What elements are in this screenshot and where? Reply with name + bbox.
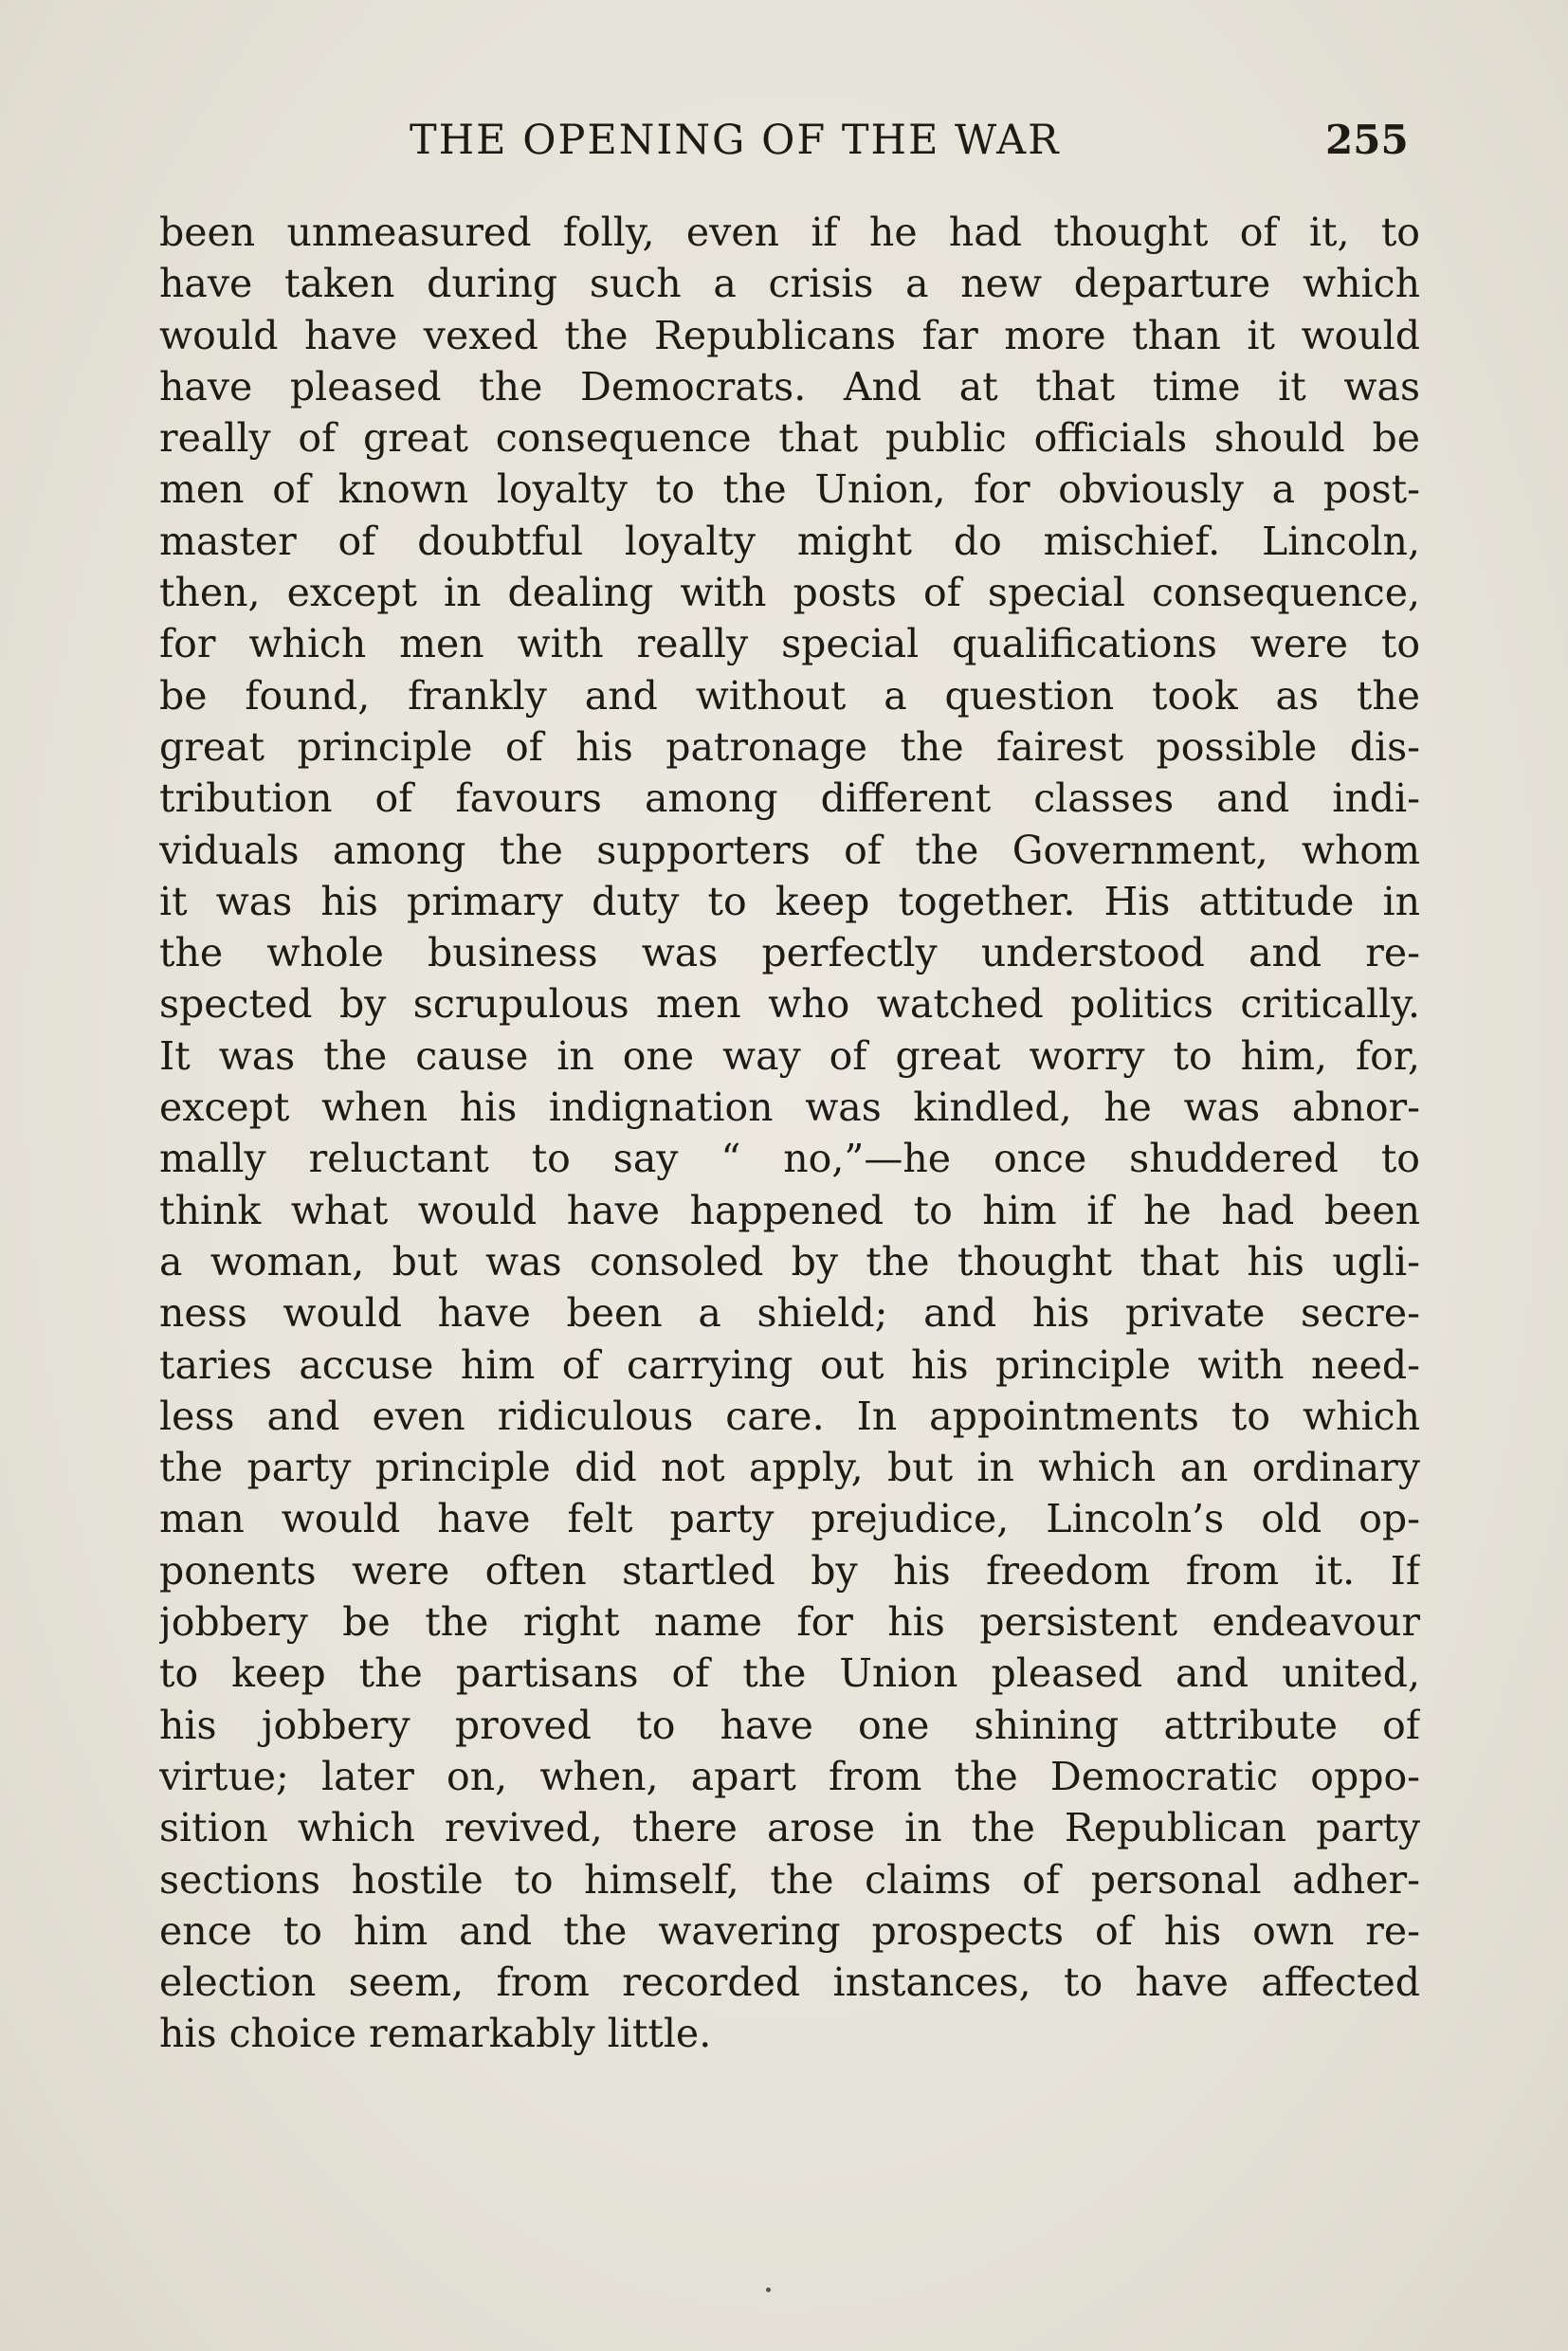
text-line: a woman, but was consoled by the thought that his ugli- (159, 1238, 1420, 1285)
text-line: then, except in dealing with posts of special consequence, (159, 570, 1420, 616)
text-line: great principle of his patronage the fairest possible dis- (159, 723, 1420, 770)
running-head (0, 112, 1568, 169)
page-number: 255 (1325, 117, 1409, 163)
paper-speck (766, 2287, 771, 2292)
text-line: election seem, from recorded instances, to have affected (159, 1959, 1420, 2006)
body-text (159, 207, 1420, 2060)
text-line: be found, frankly and without a question took as the (159, 672, 1420, 719)
text-line: mally reluctant to say “ no,”—he once shuddered to (159, 1136, 1420, 1182)
text-line: sition which revived, there arose in the Republican party (159, 1805, 1420, 1851)
text-line: spected by scrupulous men who watched politics critically. (159, 981, 1420, 1028)
text-line: the party principle did not apply, but in which an ordinary (159, 1445, 1420, 1491)
text-line: man would have felt party prejudice, Lincoln’s old op- (159, 1496, 1420, 1542)
text-line: the whole business was perfectly understood and re- (159, 930, 1420, 976)
text-line: less and even ridiculous care. In appointments to which (159, 1393, 1420, 1439)
text-line: master of doubtful loyalty might do mischief. Lincoln, (159, 518, 1420, 564)
text-line: jobbery be the right name for his persistent endeavour (159, 1599, 1420, 1646)
text-line: viduals among the supporters of the Government, whom (159, 827, 1420, 873)
text-line: sections hostile to himself, the claims of personal adher- (159, 1856, 1420, 1903)
text-line: It was the cause in one way of great worry to him, for, (159, 1032, 1420, 1079)
text-line: think what would have happened to him if he had been (159, 1187, 1420, 1233)
text-line: virtue; later on, when, apart from the Democratic oppo- (159, 1753, 1420, 1799)
text-line: his jobbery proved to have one shining attribute of (159, 1702, 1420, 1748)
text-line: tribution of favours among different classes and indi- (159, 775, 1420, 822)
text-line: really of great consequence that public officials should be (159, 415, 1420, 462)
text-line: have taken during such a crisis a new departure which (159, 261, 1420, 307)
text-line: his choice remarkably little. (159, 2011, 712, 2057)
running-title: THE OPENING OF THE WAR (410, 117, 1061, 164)
text-line: been unmeasured folly, even if he had thought of it, to (159, 210, 1420, 255)
text-line: taries accuse him of carrying out his principle with need- (159, 1341, 1420, 1388)
text-line: ness would have been a shield; and his private secre- (159, 1290, 1420, 1337)
text-line: it was his primary duty to keep together. His attitude in (159, 878, 1420, 924)
text-line: men of known loyalty to the Union, for obviously a post- (159, 466, 1420, 513)
text-line: ence to him and the wavering prospects of his own re- (159, 1907, 1420, 1954)
text-line: except when his indignation was kindled, he was abnor- (159, 1084, 1420, 1131)
text-line: for which men with really special qualifications were to (159, 621, 1420, 667)
text-line: to keep the partisans of the Union pleased and united, (159, 1650, 1420, 1697)
text-line: have pleased the Democrats. And at that time it was (159, 363, 1420, 410)
text-line: would have vexed the Republicans far more than it would (159, 312, 1420, 358)
text-line: ponents were often startled by his freedom from it. If (159, 1547, 1420, 1594)
